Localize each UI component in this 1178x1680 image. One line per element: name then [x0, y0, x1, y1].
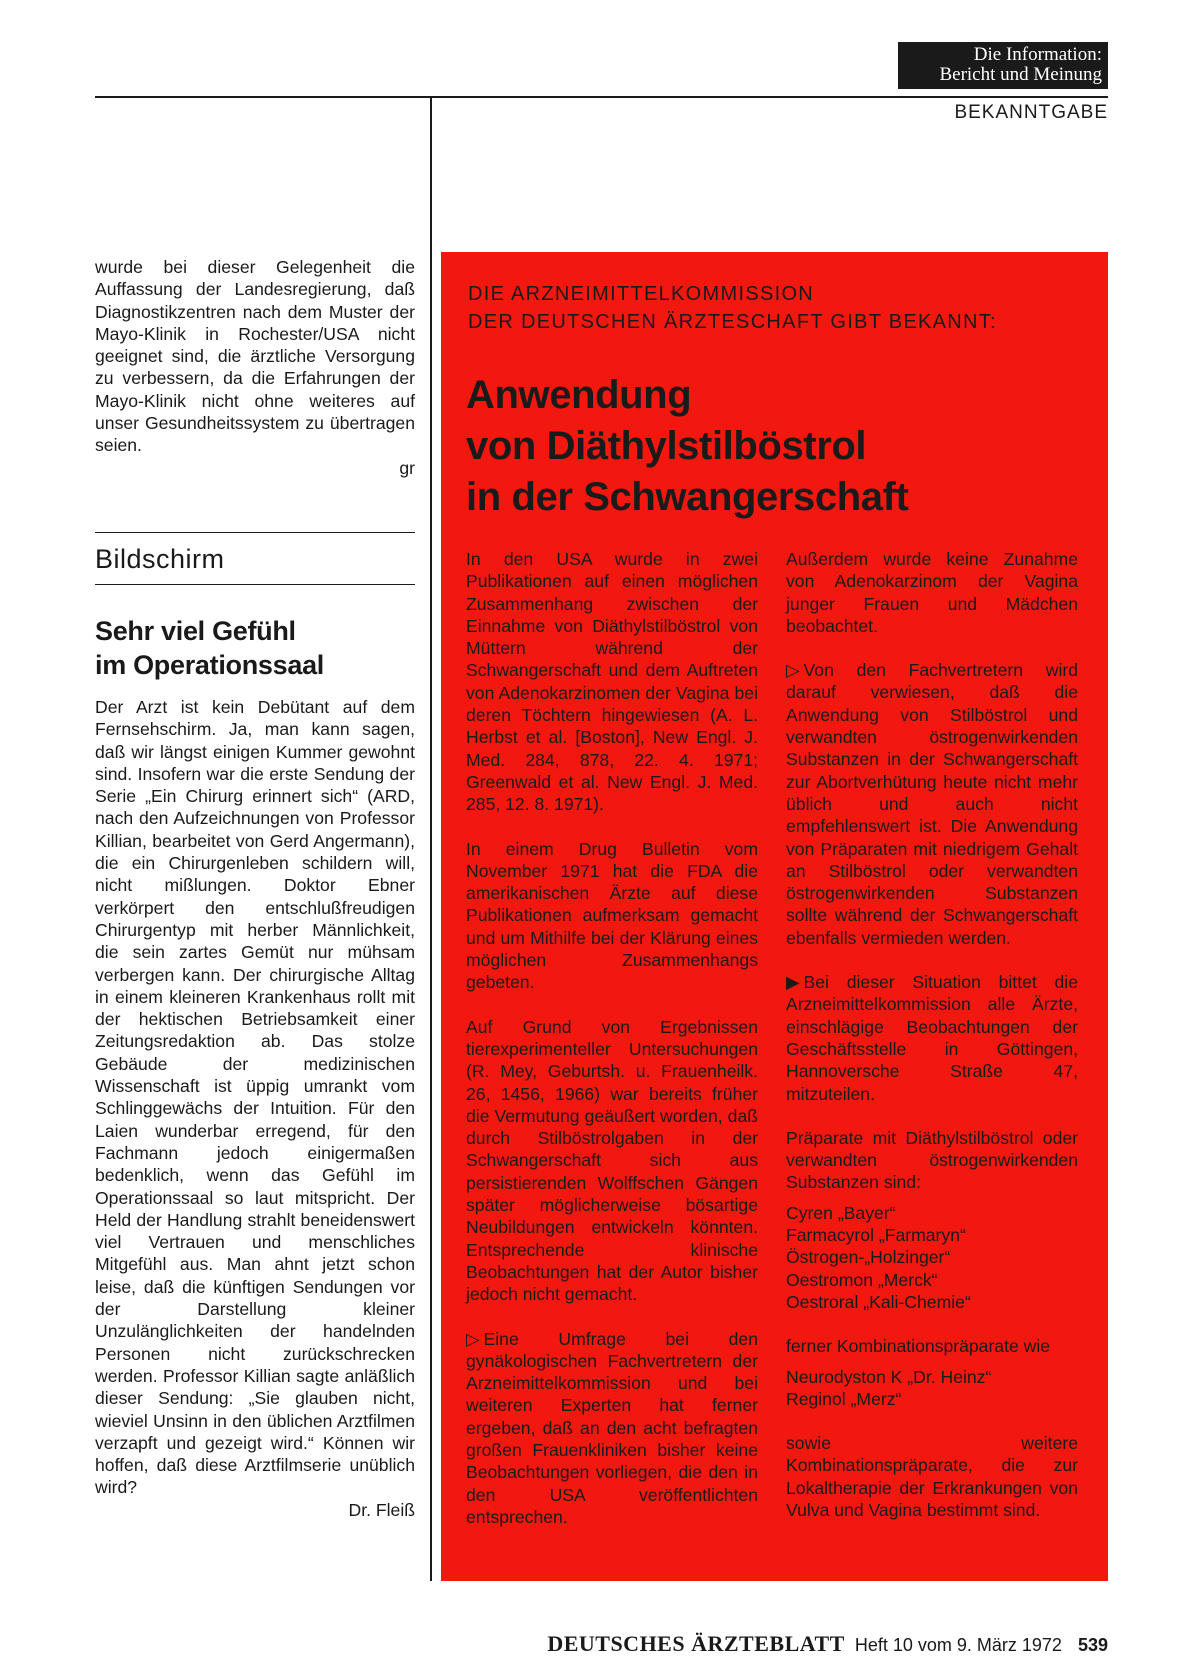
- notice-col2-paragraph-4: Präparate mit Diäthylstilböstrol oder verwandten östrogenwirkenden Substanzen sind:: [786, 1127, 1078, 1193]
- notice-headline-line-1: Anwendung: [466, 373, 692, 417]
- badge-line-1: Die Information:: [973, 44, 1102, 65]
- notice-headline: [466, 370, 1086, 523]
- filled-triangle-icon: ▶: [786, 972, 800, 993]
- notice-column-2: [786, 548, 1078, 1543]
- review-body-text: Der Arzt ist kein Debütant auf dem Fernsehschirm. Ja, man kann sagen, daß wir längst einigen Kummer gewohnt sind. Insofern war die erste Sendung der Serie „Ein Chirurg erinnert sich“ (ARD, nach den Aufzeichnungen von Professor Killian, bearbeitet von Gerd Angermann), die ein Chirurgenleben schildern will, nicht mißlungen. Doktor Ebner verkörpert den entschlußfreudigen Chirurgentyp mit herber Männlichkeit, die sein zartes Gemüt nur mühsam verbergen kann. Der chirurgische Alltag in einem kleineren Krankenhaus rollt mit der hektischen Betriebsamkeit einer Zeitungsredaktion ab. Das stolze Gebäude der medizinischen Wissenschaft ist üppig umrankt vom Schlinggewächs der Intuition. Für den Laien wunderbar erregend, für den Fachmann jedoch einigermaßen bedenklich, wenn das Gefühl im Operationssaal so laut mitspricht. Der Held der Handlung strahlt beneidenswert viel Vertrauen und menschliches Mitgefühl aus. Man ahnt jetzt schon leise, daß die künftigen Sendungen vor der Darstellung kleiner Unzulänglichkeiten der handelnden Personen nicht zurückschrecken werden. Professor Killian sagte anläßlich dieser Sendung: „Sie glauben nicht, wieviel Unsinn in den üblichen Arztfilmen verzapft und gezeigt wird.“ Können wir hoffen, daß diese Arztfilmserie unüblich wird?: [95, 697, 415, 1498]
- review-headline: [95, 614, 415, 682]
- list-item: Neurodyston K „Dr. Heinz“: [786, 1366, 992, 1387]
- notice-col1-paragraph-1: In den USA wurde in zwei Publikationen auf einen möglichen Zusammenhang zwischen der Einnahme von Diäthylstilböstrol von Müttern während der Schwangerschaft und dem Auftreten von Adenokarzinomen der Vagina bei deren Töchtern hingewiesen (A. L. Herbst et al. [Boston], New Engl. J. Med. 284, 878, 22. 4. 1971; Greenwald et al. New Engl. J. Med. 285, 12. 8. 1971).: [466, 549, 758, 815]
- outline-triangle-icon: ▷: [466, 1328, 480, 1349]
- badge-line-2: Bericht und Meinung: [939, 64, 1102, 85]
- notice-column-1: [466, 548, 758, 1550]
- notice-col2-paragraph-2: [786, 659, 1078, 949]
- list-item: Östrogen-„Holzinger“: [786, 1247, 951, 1268]
- previous-article-end: [95, 256, 415, 479]
- review-signature: [95, 1499, 415, 1521]
- page-footer: [547, 1631, 1108, 1657]
- list-item: Oestromon „Merck“: [786, 1269, 938, 1290]
- masthead: DEUTSCHES ÄRZTEBLATT: [547, 1631, 845, 1656]
- review-headline-line-2: im Operationssaal: [95, 650, 324, 680]
- section-label: BEKANNTGABE: [954, 102, 1108, 123]
- notice-kicker-line-1: DIE ARZNEIMITTELKOMMISSION: [468, 283, 815, 305]
- issue-info: Heft 10 vom 9. März 1972: [854, 1635, 1062, 1655]
- notice-headline-line-3: in der Schwangerschaft: [466, 475, 909, 519]
- notice-col1-paragraph-4-text: Eine Umfrage bei den gynäkologischen Fachvertretern der Arzneimittelkommission und bei weiteren Experten hat ferner ergeben, daß an den acht befragten großen Frauenkliniken bisher keine Beobachtungen vorliegen, die den in den USA veröffentlichten entsprechen.: [466, 1328, 758, 1527]
- list-item: Reginol „Merz“: [786, 1388, 902, 1409]
- notice-col2-paragraph-6: sowie weitere Kombinationspräparate, die zur Lokaltherapie der Erkrankungen von Vulva und Vagina bestimmt sind.: [786, 1433, 1078, 1520]
- notice-kicker-line-2: DER DEUTSCHEN ÄRZTESCHAFT GIBT BEKANNT:: [468, 311, 997, 333]
- product-list: [786, 1202, 1078, 1313]
- rubric-rule-top: [95, 532, 415, 533]
- notice-col2-paragraph-2-text: Von den Fachvertretern wird darauf verwiesen, daß die Anwendung von Stilböstrol und verwandten östrogenwirkenden Substanzen in der Schwangerschaft zur Abortverhütung heute nicht mehr üblich und auch nicht empfehlenswert ist. Die Anwendung von Präparaten mit niedrigem Gehalt an Stilböstrol oder verwandten östrogenwirkenden Substanzen sollte während der Schwangerschaft ebenfalls vermieden werden.: [786, 660, 1078, 948]
- review-body: [95, 696, 415, 1521]
- notice-col2-paragraph-3-text: Bei dieser Situation bittet die Arzneimittelkommission alle Ärzte, einschlägige Beobachtungen der Geschäftsstelle in Göttingen, Hannoversche Straße 47, mitzuteilen.: [786, 972, 1078, 1104]
- combo-product-list: [786, 1366, 1078, 1411]
- review-author: Dr. Fleiß: [348, 1499, 415, 1520]
- notice-col1-paragraph-4: [466, 1328, 758, 1529]
- rubric-rule-bottom: [95, 584, 415, 585]
- previous-article-signature: [95, 457, 415, 479]
- notice-headline-line-2: von Diäthylstilböstrol: [466, 424, 867, 468]
- column-divider: [430, 96, 432, 1581]
- list-item: Oestroral „Kali-Chemie“: [786, 1291, 971, 1312]
- page-number: 539: [1077, 1635, 1108, 1655]
- notice-col1-paragraph-2: In einem Drug Bulletin vom November 1971 hat die FDA die amerikanischen Ärzte auf diese Publikationen aufmerksam gemacht und um Mithilfe bei der Klärung eines möglichen Zusammenhangs gebeten.: [466, 838, 758, 993]
- notice-col2-paragraph-5: ferner Kombinationspräparate wie: [786, 1336, 1051, 1357]
- rubric-title: Bildschirm: [95, 544, 225, 574]
- outline-triangle-icon: ▷: [786, 660, 800, 681]
- notice-col2-paragraph-3: [786, 971, 1078, 1105]
- section-badge: [898, 42, 1108, 89]
- notice-col1-paragraph-3: Auf Grund von Ergebnissen tierexperimenteller Untersuchungen (R. Mey, Geburtsh. u. Frauenheilk. 26, 1456, 1966) war bereits früher die Vermutung geäußert worden, daß durch Stilböstrolgaben in der Schwangerschaft sich aus persistierenden Wolffschen Gängen später möglicherweise bösartige Neubildungen entwickeln könnten. Entsprechende klinische Beobachtungen hat der Autor bisher jedoch nicht gemacht.: [466, 1016, 758, 1305]
- previous-article-text: wurde bei dieser Gelegenheit die Auffassung der Landesregierung, daß Diagnostikzentren nach dem Muster der Mayo-Klinik in Rochester/USA nicht geeignet sind, die ärztliche Versorgung zu verbessern, da die Erfahrungen der Mayo-Klinik nicht ohne weiteres auf unser Gesundheitssystem zu übertragen seien.: [95, 257, 415, 456]
- notice-kicker: [468, 280, 1088, 336]
- list-item: Farmacyrol „Farmaryn“: [786, 1225, 966, 1246]
- notice-col2-paragraph-1: Außerdem wurde keine Zunahme von Adenokarzinom der Vagina junger Frauen und Mädchen beobachtet.: [786, 549, 1078, 636]
- review-headline-line-1: Sehr viel Gefühl: [95, 616, 296, 646]
- list-item: Cyren „Bayer“: [786, 1202, 896, 1223]
- top-rule: [95, 96, 1108, 98]
- previous-article-author: gr: [399, 457, 415, 478]
